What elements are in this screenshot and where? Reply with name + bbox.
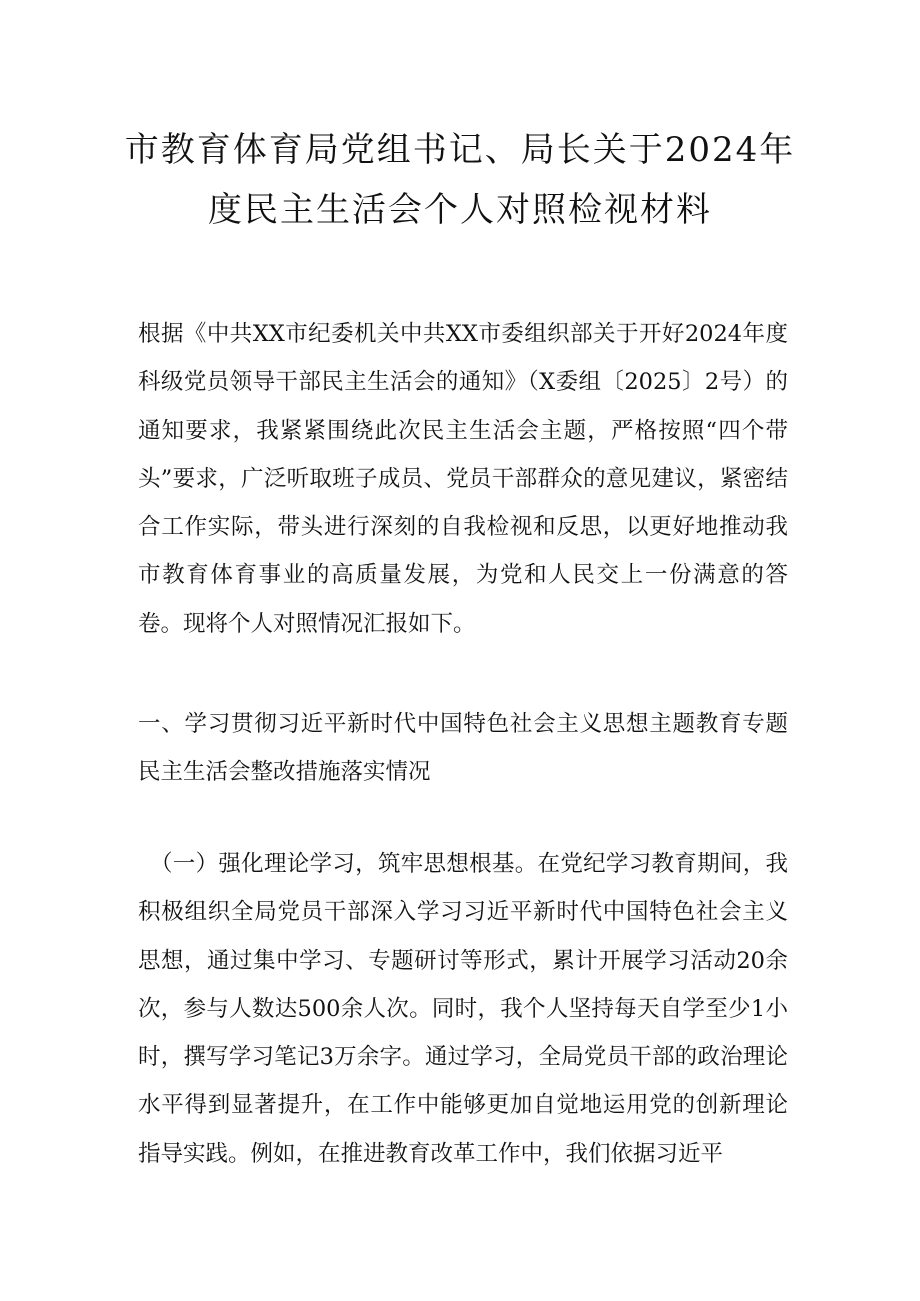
- intro-paragraph: 根据《中共XX市纪委机关中共XX市委组织部关于开好2024年度科级党员领导干部民主生活会的通知》（X委组〔2025〕2号）的通知要求，我紧紧围绕此次民主生活会主题，严格按照“四个带头”要求，广泛听取班子成员、党员干部群众的意见建议，紧密结合工作实际，带头进行深刻的自我检视和反思，以更好地推动我市教育体育事业的高质量发展，为党和人民交上一份满意的答卷。现将个人对照情况汇报如下。: [138, 321, 788, 637]
- document-title-line-1: 市教育体育局党组书记、局长关于2024年: [124, 130, 796, 170]
- section-1-item-1-paragraph: [138, 840, 788, 1178]
- section-1-item-1-text: （一）强化理论学习，筑牢思想根基。在党纪学习教育期间，我积极组织全局党员干部深入学习习近平新时代中国特色社会主义思想，通过集中学习、专题研讨等形式，累计开展学习活动20余次，参与人数达500余人次。同时，我个人坚持每天自学至少1小时，撰写学习笔记3万余字。通过学习，全局党员干部的政治理论水平得到显著提升，在工作中能够更加自觉地运用党的创新理论指导实践。例如，在推进教育改革工作中，我们依据习近平: [138, 851, 788, 1167]
- section-1-heading: 一、学习贯彻习近平新时代中国特色社会主义思想主题教育专题民主生活会整改措施落实情况: [138, 711, 788, 786]
- document-title-line-2: 度民主生活会个人对照检视材料: [208, 190, 712, 230]
